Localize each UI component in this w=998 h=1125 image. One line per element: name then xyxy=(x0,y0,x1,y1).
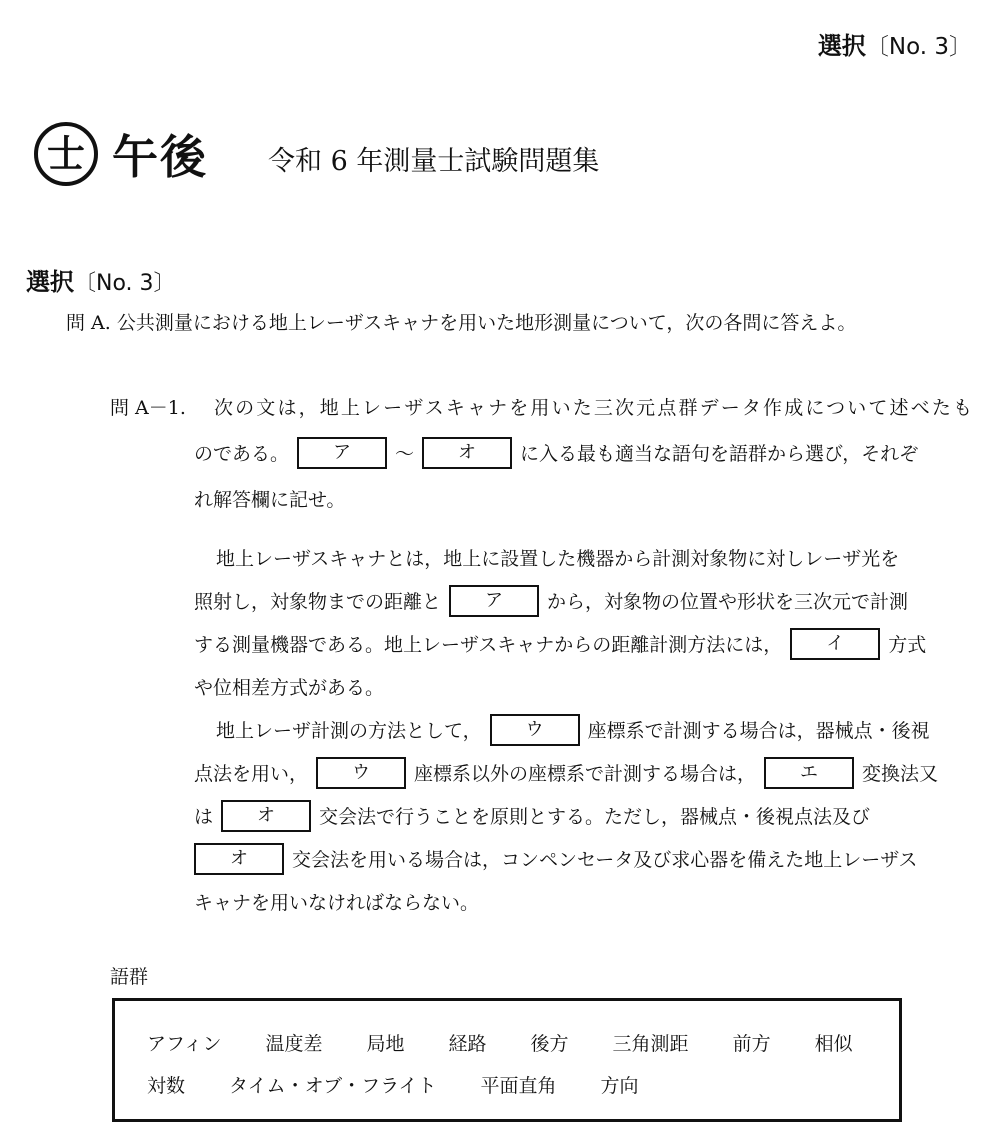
word-bank-item: 後方 xyxy=(530,1032,569,1055)
word-bank-item: 相似 xyxy=(814,1032,853,1055)
word-bank-row xyxy=(147,1021,867,1063)
section-label-strong: 選択 xyxy=(26,268,74,296)
question-a1-line: れ解答欄に記せ。 xyxy=(194,489,346,511)
passage-line: や位相差方式がある。 xyxy=(194,677,385,699)
page-corner-label xyxy=(818,26,972,61)
section-label-number: 〔No. 3〕 xyxy=(74,271,176,296)
blank-i-box: イ xyxy=(790,628,880,660)
word-bank-item: 経路 xyxy=(448,1032,487,1055)
word-bank-item: 前方 xyxy=(732,1032,771,1055)
word-bank-item: 温度差 xyxy=(265,1032,323,1055)
word-bank xyxy=(112,998,902,1122)
passage-line: キャナを用いなければならない。 xyxy=(194,892,480,914)
session-label: 午後 xyxy=(112,130,208,184)
word-bank-item: 平面直角 xyxy=(480,1074,557,1097)
word-bank-item: タイム・オブ・フライト xyxy=(229,1074,437,1097)
blank-u-box: ウ xyxy=(316,757,406,789)
question-a1-number: 問 A－1. xyxy=(110,397,186,419)
section-label xyxy=(26,262,176,297)
passage-line: 点法を用い， ウ 座標系以外の座標系で計測する場合は， エ 変換法又 xyxy=(194,753,972,796)
word-bank-item: 方向 xyxy=(600,1074,639,1097)
question-a1-line: 次の文は，地上レーザスキャナを用いた三次元点群データ作成について述べたも xyxy=(214,397,972,419)
blank-a-box: ア xyxy=(297,437,387,469)
blank-o-box: オ xyxy=(194,843,284,875)
word-bank-item: 対数 xyxy=(147,1074,186,1097)
word-bank-item: 三角測距 xyxy=(612,1032,689,1055)
question-a1-line: のである。 ア ～ オ に入る最も適当な語句を語群から選び，それぞ xyxy=(194,431,972,477)
passage-line: は オ 交会法で行うことを原則とする。ただし，器械点・後視点法及び xyxy=(194,796,972,839)
word-bank-item: 局地 xyxy=(366,1032,405,1055)
word-bank-item: アフィン xyxy=(147,1032,222,1055)
corner-label-number: 〔No. 3〕 xyxy=(865,34,972,60)
exam-header xyxy=(34,118,599,190)
word-bank-label: 語群 xyxy=(110,966,149,988)
circled-character: 士 xyxy=(34,122,98,186)
corner-label-strong: 選択 xyxy=(817,32,866,60)
passage-line: 地上レーザ計測の方法として， ウ 座標系で計測する場合は，器械点・後視 xyxy=(194,710,972,753)
blank-o-box: オ xyxy=(422,437,512,469)
blank-e-box: エ xyxy=(764,757,854,789)
question-a: 問 A. 公共測量における地上レーザスキャナを用いた地形測量について，次の各問に答えよ。 xyxy=(66,312,857,334)
passage-line: 照射し，対象物までの距離と ア から，対象物の位置や形状を三次元で計測 xyxy=(194,581,972,624)
question-a1 xyxy=(110,385,972,523)
blank-a-box: ア xyxy=(449,585,539,617)
passage-line: する測量機器である。地上レーザスキャナからの距離計測方法には， イ 方式 xyxy=(194,624,972,667)
blank-u-box: ウ xyxy=(490,714,580,746)
passage-line: オ 交会法を用いる場合は，コンペンセータ及び求心器を備えた地上レーザス xyxy=(194,839,972,882)
document-title: 令和 6 年測量士試験問題集 xyxy=(268,145,600,177)
passage xyxy=(194,538,972,925)
passage-line: 地上レーザスキャナとは，地上に設置した機器から計測対象物に対しレーザ光を xyxy=(216,548,900,570)
word-bank-row xyxy=(147,1063,867,1105)
blank-o-box: オ xyxy=(221,800,311,832)
